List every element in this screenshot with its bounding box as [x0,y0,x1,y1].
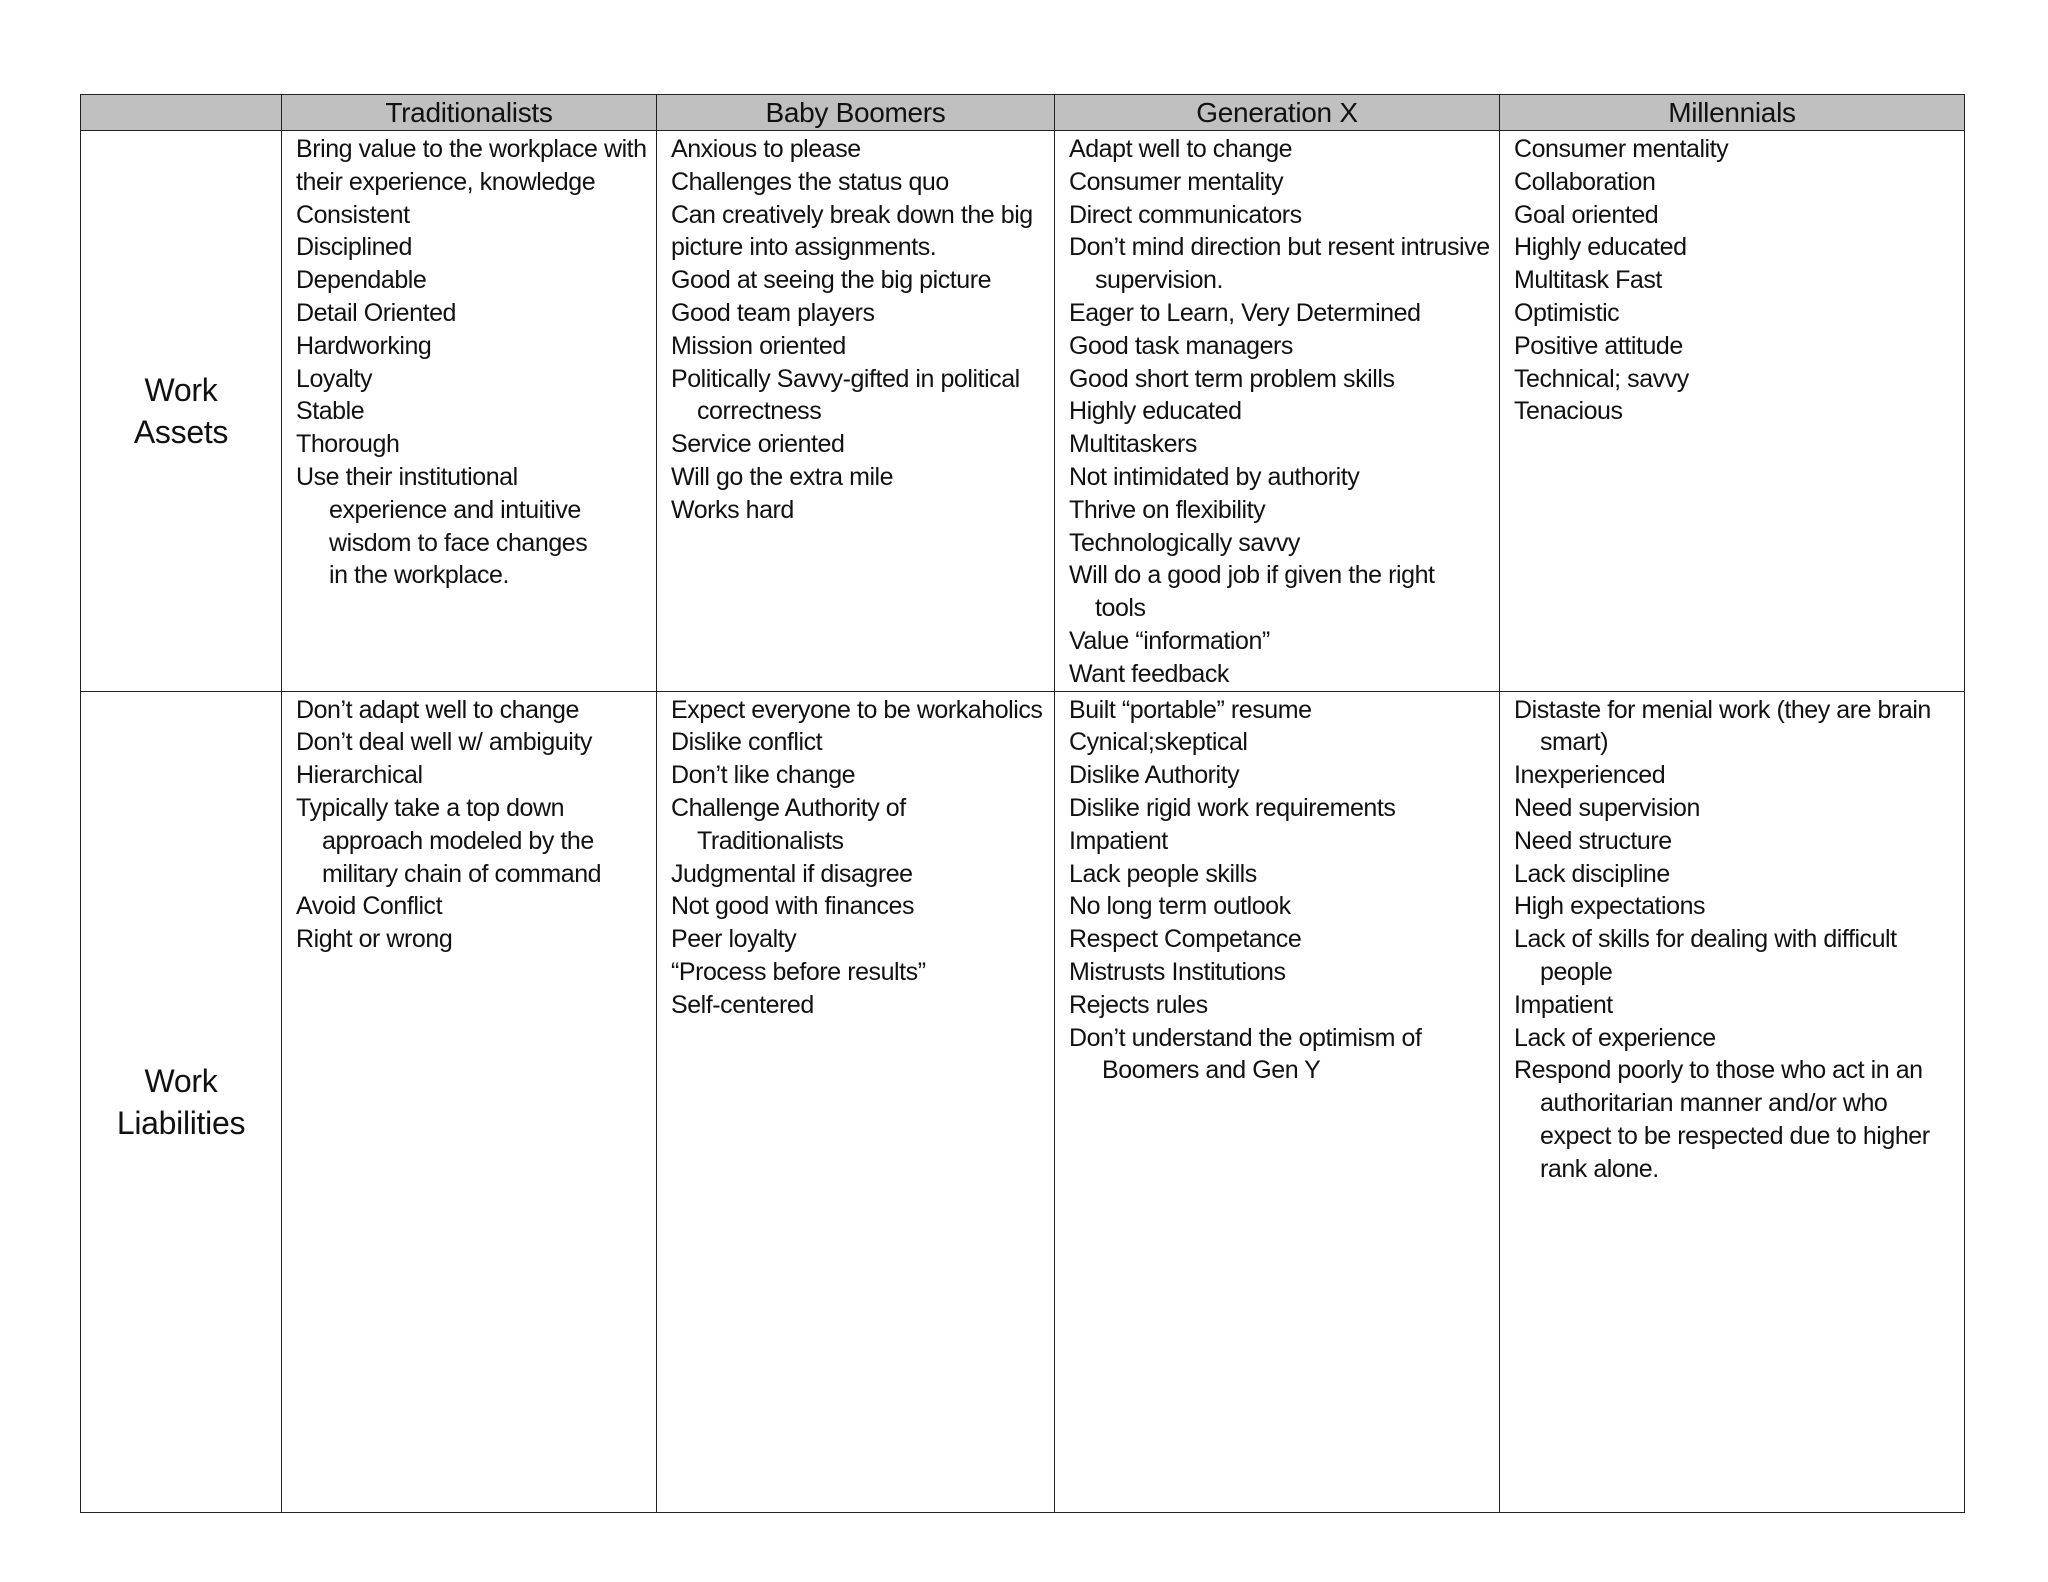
trait-item: Will go the extra mile [671,462,894,491]
trait-list [1055,692,1499,1088]
trait-item: Don’t like change [671,761,856,790]
trait-item: Rejects rules [1069,990,1208,1019]
trait-item: Positive attitude [1514,331,1683,360]
trait-item: Respect Competance [1069,925,1302,954]
trait-item: Thorough [296,430,400,459]
trait-item: Need supervision [1514,793,1700,822]
header-millennials: Millennials [1500,95,1965,131]
trait-item: Don’t mind direction but resent intrusive supervision. [1069,233,1490,295]
trait-item: Use their institutional experience and intuitive wisdom to face changes in the workplace. [296,462,588,590]
trait-item: Peer loyalty [671,925,797,954]
trait-list [282,131,656,592]
trait-item: Highly educated [1069,397,1242,426]
header-baby-boomers: Baby Boomers [657,95,1055,131]
trait-item: Judgmental if disagree [671,859,913,888]
trait-item: Lack people skills [1069,859,1257,888]
trait-item: Don’t adapt well to change [296,695,579,724]
trait-item: Built “portable” resume [1069,695,1312,724]
trait-item: Good task managers [1069,331,1293,360]
trait-item: No long term outlook [1069,892,1291,921]
cell-liabilities-traditionalists [282,691,657,1512]
trait-item: Value “information” [1069,626,1270,655]
trait-item: Typically take a top down approach modeled by the military chain of command [296,793,602,888]
trait-item: Dependable [296,266,427,295]
row-label-line: Liabilities [116,1104,246,1141]
trait-item: Respond poorly to those who act in an authoritarian manner and/or who expect to be respected due to higher rank alone. [1514,1056,1930,1183]
trait-item: Hardworking [296,331,432,360]
trait-item: Impatient [1069,826,1168,855]
row-label-line: Assets [133,413,229,450]
trait-item: Highly educated [1514,233,1687,262]
header-corner-cell [81,95,282,131]
trait-item: Mistrusts Institutions [1069,957,1286,986]
trait-item: Technologically savvy [1069,528,1300,557]
trait-item: Lack discipline [1514,859,1670,888]
trait-item: Will do a good job if given the right tools [1069,561,1435,623]
trait-item: Good at seeing the big picture [671,266,992,295]
trait-item: Anxious to please [671,135,861,163]
work-assets-label [81,131,282,692]
trait-item: Challenge Authority of Traditionalists [671,793,906,855]
trait-item: Hierarchical [296,761,423,790]
trait-item: Inexperienced [1514,761,1666,790]
trait-item: Avoid Conflict [296,892,443,921]
trait-item: Tenacious [1514,397,1623,426]
trait-list [657,692,1054,1022]
trait-item: Detail Oriented [296,298,456,327]
trait-item: High expectations [1514,892,1706,921]
header-row [81,95,1965,131]
work-liabilities-label [81,691,282,1512]
trait-item: Lack of skills for dealing with difficult people [1514,925,1897,986]
trait-item: Stable [296,397,365,426]
trait-list [1055,131,1499,691]
trait-item: Good team players [671,298,875,327]
trait-item: Service oriented [671,430,845,459]
trait-item: Don’t understand the optimism of Boomers and Gen Y [1069,1023,1422,1085]
trait-item: Don’t deal well w/ ambiguity [296,728,592,757]
row-label-line: Work [144,1062,218,1099]
trait-item: Not good with finances [671,892,915,921]
trait-list [1500,131,1964,428]
cell-assets-baby-boomers [657,131,1055,692]
header-traditionalists: Traditionalists [282,95,657,131]
trait-item: Impatient [1514,990,1613,1019]
cell-liabilities-millennials [1500,691,1965,1512]
trait-item: Consumer mentality [1514,135,1729,163]
trait-item: Lack of experience [1514,1023,1716,1052]
trait-item: Self-centered [671,990,814,1019]
trait-item: Dislike rigid work requirements [1069,793,1396,822]
trait-item: Right or wrong [296,925,453,954]
trait-item: Want feedback [1069,659,1229,688]
trait-item: Direct communicators [1069,200,1302,229]
trait-item: Disciplined [296,233,412,262]
trait-item: Goal oriented [1514,200,1659,229]
trait-item: Dislike conflict [671,728,823,757]
trait-item: Loyalty [296,364,373,393]
work-liabilities-row [81,691,1965,1512]
header-generation-x: Generation X [1055,95,1500,131]
trait-item: Consumer mentality [1069,167,1284,196]
trait-item: Collaboration [1514,167,1656,196]
trait-item: Challenges the status quo [671,167,949,196]
trait-item: Distaste for menial work (they are brain smart) [1514,695,1931,757]
cell-liabilities-generation-x [1055,691,1500,1512]
trait-item: Optimistic [1514,298,1620,327]
trait-item: Mission oriented [671,331,846,360]
trait-item: Consistent [296,200,410,229]
cell-assets-traditionalists [282,131,657,692]
trait-item: Need structure [1514,826,1672,855]
trait-item: Technical; savvy [1514,364,1689,393]
trait-item: Adapt well to change [1069,135,1293,163]
trait-item: Bring value to the workplace with their experience, knowledge [296,135,647,196]
cell-assets-generation-x [1055,131,1500,692]
cell-assets-millennials [1500,131,1965,692]
trait-item: Not intimidated by authority [1069,462,1360,491]
work-assets-row [81,131,1965,692]
trait-list [1500,692,1964,1186]
trait-list [657,131,1054,527]
trait-item: Multitask Fast [1514,266,1662,295]
cell-liabilities-baby-boomers [657,691,1055,1512]
trait-item: Politically Savvy-gifted in political correctness [671,364,1020,426]
trait-item: Can creatively break down the big picture into assignments. [671,200,1033,262]
trait-item: Works hard [671,495,794,524]
generations-comparison-table [80,94,1965,1513]
trait-list [282,692,656,956]
trait-item: Multitaskers [1069,430,1197,459]
trait-item: “Process before results” [671,957,926,986]
row-label-line: Work [144,371,218,408]
trait-item: Cynical;skeptical [1069,728,1248,757]
trait-item: Good short term problem skills [1069,364,1395,393]
trait-item: Dislike Authority [1069,761,1240,790]
trait-item: Eager to Learn, Very Determined [1069,298,1421,327]
trait-item: Expect everyone to be workaholics [671,695,1043,724]
trait-item: Thrive on flexibility [1069,495,1266,524]
